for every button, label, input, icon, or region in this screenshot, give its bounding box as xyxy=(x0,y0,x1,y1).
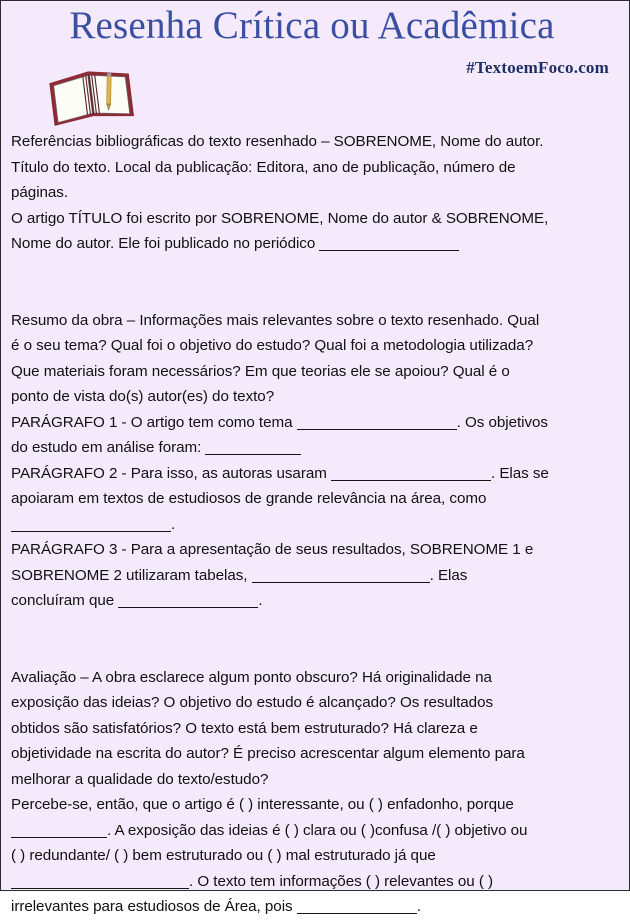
section-resumo xyxy=(11,308,617,410)
section-paragrafo-3 xyxy=(11,537,617,614)
paragrafo-2-line-1 xyxy=(11,461,617,487)
referencias-line-5 xyxy=(11,231,617,257)
avaliacao-line-3: obtidos são satisfatórios? O texto está bem estruturado? Há clareza e xyxy=(11,719,478,737)
resumo-line-1: Resumo da obra – Informações mais relevantes sobre o texto resenhado. Qual xyxy=(11,311,540,329)
percebe-se-line-2 xyxy=(11,818,617,844)
paragrafo-1-line-1 xyxy=(11,410,617,436)
resumo-line-2: é o seu tema? Qual foi o objetivo do estudo? Qual foi a metodologia utilizada? xyxy=(11,337,534,354)
site-tag: #TextoemFoco.com xyxy=(466,58,609,77)
paragrafo-2-text-b: . Elas se xyxy=(491,464,549,482)
avaliacao-line-4: objetividade na escrita do autor? É preciso acrescentar algum elemento para xyxy=(11,745,525,762)
section-avaliacao xyxy=(11,665,617,793)
paragrafo-2-text-d: . xyxy=(171,515,176,533)
section-paragrafo-2 xyxy=(11,461,617,538)
paragrafo-2-text-a: PARÁGRAFO 2 - Para isso, as autoras usaram xyxy=(11,464,331,482)
document-header xyxy=(1,1,629,129)
paragrafo-1-text-b: . Os objetivos xyxy=(456,413,548,431)
paragrafo-1-text-a: PARÁGRAFO 1 - O artigo tem como tema xyxy=(11,413,297,431)
section-referencias xyxy=(11,129,617,257)
fill-in-blank-tema[interactable] xyxy=(297,416,457,430)
avaliacao-line-5: melhorar a qualidade do texto/estudo? xyxy=(11,770,269,788)
section-percebe-se xyxy=(11,792,617,920)
fill-in-blank-porque[interactable] xyxy=(11,824,107,838)
fill-in-blank-estudiosos[interactable] xyxy=(11,518,171,532)
referencias-line-3: páginas. xyxy=(11,184,69,201)
paragrafo-3-line-2 xyxy=(11,563,617,589)
percebe-se-line-3: ( ) redundante/ ( ) bem estruturado ou ( ) mal estruturado já que xyxy=(11,847,436,864)
resumo-line-3: Que materiais foram necessários? Em que teorias ele se apoiou? Qual é o xyxy=(11,362,510,380)
percebe-se-line-5 xyxy=(11,894,617,920)
paragrafo-1-text-c: do estudo em análise foram: xyxy=(11,439,206,456)
paragrafo-3-text-b: SOBRENOME 2 utilizaram tabelas, xyxy=(11,566,252,584)
paragrafo-3-text-d: concluíram que xyxy=(11,592,119,609)
referencias-line-5-text: Nome do autor. Ele foi publicado no periódico xyxy=(11,235,320,252)
section-paragrafo-1 xyxy=(11,410,617,461)
paragrafo-3-text-c: . Elas xyxy=(429,566,468,584)
fill-in-blank-ja-que[interactable] xyxy=(11,875,189,889)
page-title: Resenha Crítica ou Acadêmica xyxy=(69,4,555,47)
percebe-se-text-5: irrelevantes para estudiosos de Área, pois xyxy=(11,898,297,915)
referencias-line-1: Referências bibliográficas do texto resenhado – SOBRENOME, Nome do autor. xyxy=(11,133,544,150)
paragrafo-3-text-e: . xyxy=(258,592,263,609)
percebe-se-text-5-end: . xyxy=(416,898,421,915)
resumo-line-4: ponto de vista do(s) autor(es) do texto? xyxy=(11,388,275,405)
document-body xyxy=(1,129,629,920)
avaliacao-line-1: Avaliação – A obra esclarece algum ponto obscuro? Há originalidade na xyxy=(11,668,492,686)
fill-in-blank-pois[interactable] xyxy=(297,900,417,914)
fill-in-blank-objetivos[interactable] xyxy=(205,441,301,455)
fill-in-blank-tabelas[interactable] xyxy=(252,569,430,583)
paragrafo-1-line-2 xyxy=(11,435,617,461)
open-notebook-with-pencil-icon xyxy=(45,64,141,124)
referencias-line-4: O artigo TÍTULO foi escrito por SOBRENOME, Nome do autor & SOBRENOME, xyxy=(11,209,549,227)
paragrafo-2-line-2: apoiaram em textos de estudiosos de grande relevância na área, como xyxy=(11,490,487,507)
paragrafo-3-line-3 xyxy=(11,588,617,614)
fill-in-blank-usaram[interactable] xyxy=(331,467,491,481)
paragrafo-2-line-3 xyxy=(11,512,617,538)
avaliacao-line-2: exposição das ideias? O objetivo do estudo é alcançado? Os resultados xyxy=(11,694,494,711)
fill-in-blank-periodico[interactable] xyxy=(319,237,459,251)
referencias-line-2: Título do texto. Local da publicação: Editora, ano de publicação, número de xyxy=(11,158,516,176)
fill-in-blank-concluiram[interactable] xyxy=(118,594,258,608)
percebe-se-line-4 xyxy=(11,869,617,895)
paragrafo-3-line-1: PARÁGRAFO 3 - Para a apresentação de seus resultados, SOBRENOME 1 e xyxy=(11,541,534,558)
percebe-se-line-1: Percebe-se, então, que o artigo é ( ) interessante, ou ( ) enfadonho, porque xyxy=(11,796,514,813)
percebe-se-text-4: . O texto tem informações ( ) relevantes ou ( ) xyxy=(189,872,494,890)
block-spacer xyxy=(11,257,617,308)
block-spacer xyxy=(11,614,617,665)
percebe-se-text-2: . A exposição das ideias é ( ) clara ou ( )confusa /( ) objetivo ou xyxy=(107,821,528,839)
